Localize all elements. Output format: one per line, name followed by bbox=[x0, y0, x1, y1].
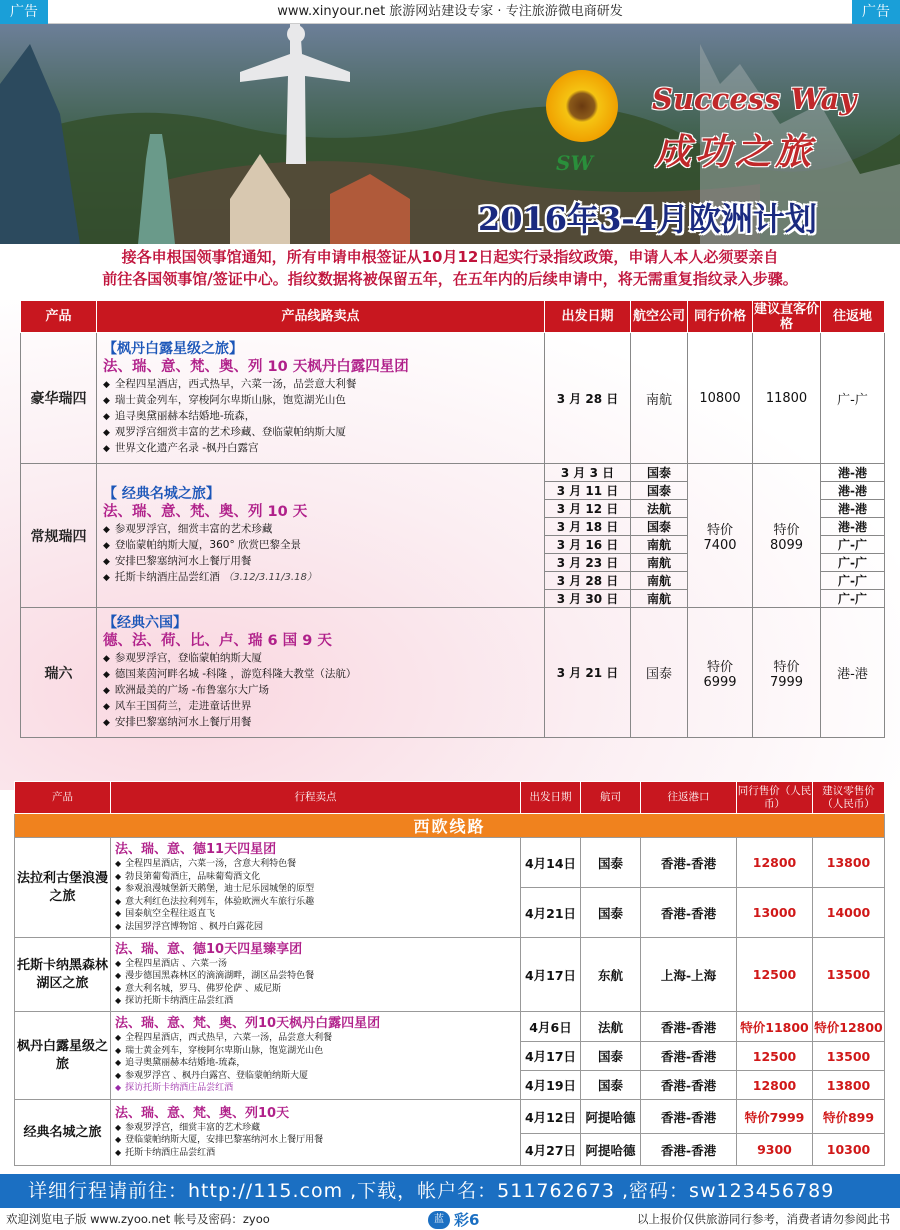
route-title: 【枫丹白露星级之旅】 bbox=[103, 340, 243, 357]
retail-price: 11800 bbox=[753, 333, 821, 464]
route-item: ◆ 勃艮第葡萄酒庄，品味葡萄酒文化 bbox=[115, 871, 261, 882]
header-route: 产品线路卖点 bbox=[97, 301, 545, 333]
airline: 东航 bbox=[581, 938, 641, 1012]
departure-date: 4月17日 bbox=[521, 1042, 581, 1071]
port: 香港-香港 bbox=[641, 888, 737, 938]
port: 广-广 bbox=[821, 590, 885, 608]
product-name: 托斯卡纳黑森林湖区之旅 bbox=[15, 938, 111, 1012]
departure-date: 4月19日 bbox=[521, 1071, 581, 1100]
departure-date: 4月17日 bbox=[521, 938, 581, 1012]
table-row bbox=[21, 608, 885, 738]
route-cell bbox=[97, 464, 545, 608]
port: 广-广 bbox=[821, 572, 885, 590]
airline: 国泰 bbox=[631, 518, 688, 536]
notice-line-1: 接各申根国领事馆通知，所有申请申根签证从10月12日起实行录指纹政策，申请人本人必须要亲自 bbox=[121, 248, 779, 266]
peer-price: 13000 bbox=[737, 888, 813, 938]
ad-tag-right[interactable]: 广告 bbox=[852, 0, 900, 24]
route-item: ◆ 德国莱茵河畔名城 -科隆 ，游览科隆大教堂（法航） bbox=[103, 668, 357, 680]
header-date: 出发日期 bbox=[545, 301, 631, 333]
port: 香港-香港 bbox=[641, 1012, 737, 1042]
route-item: ◆ 参观浪漫城堡新天鹅堡，迪士尼乐园城堡的原型 bbox=[115, 884, 315, 894]
departure-date: 4月21日 bbox=[521, 888, 581, 938]
route-item: ◆ 探访托斯卡纳酒庄品尝红酒 bbox=[115, 1083, 234, 1094]
logo-english: Success Way bbox=[652, 82, 857, 116]
route-item: ◆ 追寻奥黛丽赫本结婚地-琉森， bbox=[103, 409, 256, 422]
airline: 法航 bbox=[581, 1012, 641, 1042]
departure-date: 3 月 18 日 bbox=[545, 518, 631, 536]
peer-price: 12800 bbox=[737, 838, 813, 888]
route-item: ◆ 托斯卡纳酒庄品尝红酒 bbox=[115, 1147, 216, 1158]
departure-date: 3 月 16 日 bbox=[545, 536, 631, 554]
header-peer-price: 同行售价（人民币） bbox=[737, 782, 813, 814]
peer-price: 特价 7400 bbox=[688, 464, 753, 608]
route-item: ◆ 风车王国荷兰，走进童话世界 bbox=[103, 700, 252, 712]
peer-price: 特价11800 bbox=[737, 1012, 813, 1042]
table-row bbox=[15, 1100, 885, 1134]
retail-price: 13800 bbox=[813, 1071, 885, 1100]
port: 港-港 bbox=[821, 518, 885, 536]
port: 香港-香港 bbox=[641, 1071, 737, 1100]
departure-date: 4月6日 bbox=[521, 1012, 581, 1042]
retail-price: 13500 bbox=[813, 938, 885, 1012]
departure-date: 4月14日 bbox=[521, 838, 581, 888]
route-item: ◆ 全程四星酒店，六菜一汤，含意大利特色餐 bbox=[115, 859, 297, 869]
peer-price: 12500 bbox=[737, 1042, 813, 1071]
header-airline: 航空公司 bbox=[631, 301, 688, 333]
departure-date: 4月12日 bbox=[521, 1100, 581, 1134]
notice-line-2: 前往各国领事馆/签证中心。指纹数据将被保留五年，在五年内的后续申请中，将无需重复指纹录入步骤。 bbox=[102, 270, 798, 288]
header-product: 产品 bbox=[15, 782, 111, 814]
route-item: ◆ 参观罗浮宫 、枫丹白露宫、登临蒙帕纳斯大厦 bbox=[115, 1070, 309, 1081]
departure-date: 3 月 11 日 bbox=[545, 482, 631, 500]
retail-price: 10300 bbox=[813, 1134, 885, 1166]
departure-date: 3 月 3 日 bbox=[545, 464, 631, 482]
route-item: ◆ 全程四星酒店，西式热早，六菜一汤，品尝意大利餐 bbox=[103, 377, 357, 390]
airline: 国泰 bbox=[581, 838, 641, 888]
header-date: 出发日期 bbox=[521, 782, 581, 814]
top-ad-bar bbox=[0, 0, 900, 24]
product-name: 经典名城之旅 bbox=[15, 1100, 111, 1166]
departure-date: 3 月 28 日 bbox=[545, 572, 631, 590]
table-row bbox=[15, 938, 885, 1012]
route-item: ◆ 意大利红色法拉利列车，体验欧洲火车旅行乐趣 bbox=[115, 896, 315, 907]
peer-price: 12500 bbox=[737, 938, 813, 1012]
peer-price: 12800 bbox=[737, 1071, 813, 1100]
departure-date: 3 月 21 日 bbox=[545, 608, 631, 738]
port: 香港-香港 bbox=[641, 1042, 737, 1071]
departure-date: 3 月 12 日 bbox=[545, 500, 631, 518]
page-number: 蓝 彩6 bbox=[428, 1209, 479, 1229]
route-subtitle: 法、瑞、意、梵、奥、列10天 bbox=[115, 1105, 290, 1121]
airline: 阿提哈德 bbox=[581, 1100, 641, 1134]
port: 广-广 bbox=[821, 554, 885, 572]
route-item: ◆ 参观罗浮宫，登临蒙帕纳斯大厦 bbox=[103, 652, 262, 664]
port: 香港-香港 bbox=[641, 1134, 737, 1166]
departure-date: 4月27日 bbox=[521, 1134, 581, 1166]
airline: 南航 bbox=[631, 536, 688, 554]
product-name: 枫丹白露星级之旅 bbox=[15, 1012, 111, 1100]
header-airline: 航司 bbox=[581, 782, 641, 814]
header-retail-price: 建议零售价（人民币） bbox=[813, 782, 885, 814]
route-item: ◆ 世界文化遗产名录 -枫丹白露宫 bbox=[103, 441, 259, 454]
route-item: ◆ 观罗浮宫细赏丰富的艺术珍藏、登临蒙帕纳斯大厦 bbox=[103, 425, 346, 438]
retail-price: 特价 8099 bbox=[753, 464, 821, 608]
route-item: ◆ 安排巴黎塞纳河水上餐厅用餐 bbox=[103, 716, 252, 728]
product-name: 豪华瑞四 bbox=[21, 333, 97, 464]
departure-date: 3 月 23 日 bbox=[545, 554, 631, 572]
product-name: 常规瑞四 bbox=[21, 464, 97, 608]
route-subtitle: 法、瑞、意、梵、奥、列 10 天枫丹白露四星团 bbox=[103, 358, 409, 375]
airline: 法航 bbox=[631, 500, 688, 518]
plan-title: 2016年3-4月欧洲计划 bbox=[478, 200, 817, 238]
site-slogan[interactable]: www.xinyour.net 旅游网站建设专家 · 专注旅游微电商研发 bbox=[277, 4, 623, 19]
airline: 南航 bbox=[631, 333, 688, 464]
product-name: 瑞六 bbox=[21, 608, 97, 738]
table-row bbox=[21, 333, 885, 464]
april-tour-table bbox=[14, 781, 885, 1166]
visa-notice bbox=[10, 246, 890, 290]
airline: 国泰 bbox=[631, 482, 688, 500]
retail-price: 特价899 bbox=[813, 1100, 885, 1134]
route-item: ◆ 意大利名城，罗马、佛罗伦萨 、威尼斯 bbox=[115, 983, 282, 994]
port: 港-港 bbox=[821, 500, 885, 518]
route-item: ◆ 瑞士黄金列车，穿梭阿尔卑斯山脉，饱览湖光山色 bbox=[103, 393, 346, 406]
route-item: ◆ 国泰航空全程往返直飞 bbox=[115, 909, 216, 919]
port: 港-港 bbox=[821, 482, 885, 500]
march-tour-table bbox=[20, 300, 885, 738]
route-item: ◆ 探访托斯卡纳酒庄品尝红酒 bbox=[115, 996, 234, 1006]
table-row bbox=[15, 838, 885, 888]
product-name: 法拉利古堡浪漫之旅 bbox=[15, 838, 111, 938]
airline: 国泰 bbox=[581, 1071, 641, 1100]
hero-banner bbox=[0, 24, 900, 244]
airline: 阿提哈德 bbox=[581, 1134, 641, 1166]
route-item: ◆ 参观罗浮宫，细赏丰富的艺术珍藏 bbox=[103, 523, 273, 535]
route-subtitle: 法、瑞、意、德10天四星臻享团 bbox=[115, 941, 303, 957]
departure-date: 3 月 28 日 bbox=[545, 333, 631, 464]
section-title: 西欧线路 bbox=[15, 814, 885, 838]
route-item: ◆ 法国罗浮宫博物馆 、枫丹白露花园 bbox=[115, 921, 264, 932]
port: 广-广 bbox=[821, 333, 885, 464]
route-item: ◆ 参观罗浮宫，细赏丰富的艺术珍藏 bbox=[115, 1122, 261, 1133]
route-item: ◆ 登临蒙帕纳斯大厦，360° 欣赏巴黎全景 bbox=[103, 539, 302, 551]
route-cell bbox=[111, 838, 521, 938]
route-item: ◆ 追寻奥黛丽赫本结婚地-琉森， bbox=[115, 1058, 246, 1069]
download-info-bar[interactable]: 详细行程请前往：http://115.com ,下载，帐户名：511762673 ,密码：sw123456789 bbox=[0, 1174, 900, 1208]
port: 上海-上海 bbox=[641, 938, 737, 1012]
airline: 南航 bbox=[631, 572, 688, 590]
footer-disclaimer: 以上报价仅供旅游同行参考，消费者请勿参阅此书 bbox=[637, 1212, 890, 1226]
airline: 国泰 bbox=[581, 888, 641, 938]
airline: 南航 bbox=[631, 590, 688, 608]
header-route: 行程卖点 bbox=[111, 782, 521, 814]
footer bbox=[0, 1208, 900, 1230]
header-product: 产品 bbox=[21, 301, 97, 333]
port: 港-港 bbox=[821, 608, 885, 738]
route-cell bbox=[97, 333, 545, 464]
retail-price: 13800 bbox=[813, 838, 885, 888]
retail-price: 14000 bbox=[813, 888, 885, 938]
route-title: 【 经典名城之旅】 bbox=[103, 486, 220, 502]
route-subtitle: 法、瑞、意、德11天四星团 bbox=[115, 842, 277, 857]
retail-price: 13500 bbox=[813, 1042, 885, 1071]
logo-sw-mark: SW bbox=[556, 151, 593, 175]
peer-price: 特价 6999 bbox=[688, 608, 753, 738]
port: 香港-香港 bbox=[641, 838, 737, 888]
route-item: ◆ 瑞士黄金列车，穿梭阿尔卑斯山脉，饱览湖光山色 bbox=[115, 1045, 324, 1056]
table-row bbox=[21, 464, 885, 482]
footer-left[interactable]: 欢迎浏览电子版 www.zyoo.net 帐号及密码：zyoo bbox=[6, 1212, 270, 1226]
retail-price: 特价12800 bbox=[813, 1012, 885, 1042]
route-cell bbox=[111, 1100, 521, 1166]
port: 港-港 bbox=[821, 464, 885, 482]
route-item: ◆ 全程四星酒店，西式热早，六菜一汤，品尝意大利餐 bbox=[115, 1033, 333, 1044]
table-row bbox=[15, 1012, 885, 1042]
route-subtitle: 德、法、荷、比、卢、瑞 6 国 9 天 bbox=[103, 633, 332, 649]
airline: 国泰 bbox=[581, 1042, 641, 1071]
edition-badge: 蓝 bbox=[428, 1211, 450, 1229]
route-item: ◆ 欧洲最美的广场 -布鲁塞尔大广场 bbox=[103, 684, 270, 696]
route-title: 【经典六国】 bbox=[103, 615, 187, 631]
logo-chinese: 成功之旅 bbox=[655, 131, 816, 173]
header-port: 往返港口 bbox=[641, 782, 737, 814]
header-port: 往返地 bbox=[821, 301, 885, 333]
header-peer-price: 同行价格 bbox=[688, 301, 753, 333]
route-item: ◆ 登临蒙帕纳斯大厦，安排巴黎塞纳河水上餐厅用餐 bbox=[115, 1135, 324, 1146]
route-subtitle: 法、瑞、意、梵、奥、列 10 天 bbox=[103, 504, 308, 520]
airline: 国泰 bbox=[631, 464, 688, 482]
route-subtitle: 法、瑞、意、梵、奥、列10天枫丹白露四星团 bbox=[115, 1016, 381, 1032]
route-cell bbox=[97, 608, 545, 738]
peer-price: 特价7999 bbox=[737, 1100, 813, 1134]
departure-date: 3 月 30 日 bbox=[545, 590, 631, 608]
port: 广-广 bbox=[821, 536, 885, 554]
header-retail-price: 建议直客价格 bbox=[753, 301, 819, 332]
route-cell bbox=[111, 1012, 521, 1100]
airline: 国泰 bbox=[631, 608, 688, 738]
peer-price: 10800 bbox=[688, 333, 753, 464]
airline: 南航 bbox=[631, 554, 688, 572]
route-item: ◆ 安排巴黎塞纳河水上餐厅用餐 bbox=[103, 555, 252, 567]
route-item: ◆ 全程四星酒店 、六菜一汤 bbox=[115, 958, 228, 969]
route-item: ◆ 漫步德国黑森林区的滴滴湖畔，湖区品尝特色餐 bbox=[115, 971, 315, 981]
retail-price: 特价 7999 bbox=[753, 608, 821, 738]
ad-tag-left[interactable]: 广告 bbox=[0, 0, 48, 24]
route-cell bbox=[111, 938, 521, 1012]
port: 香港-香港 bbox=[641, 1100, 737, 1134]
peer-price: 9300 bbox=[737, 1134, 813, 1166]
route-item: ◆ 托斯卡纳酒庄品尝红酒 （3.12/3.11/3.18） bbox=[103, 571, 317, 583]
